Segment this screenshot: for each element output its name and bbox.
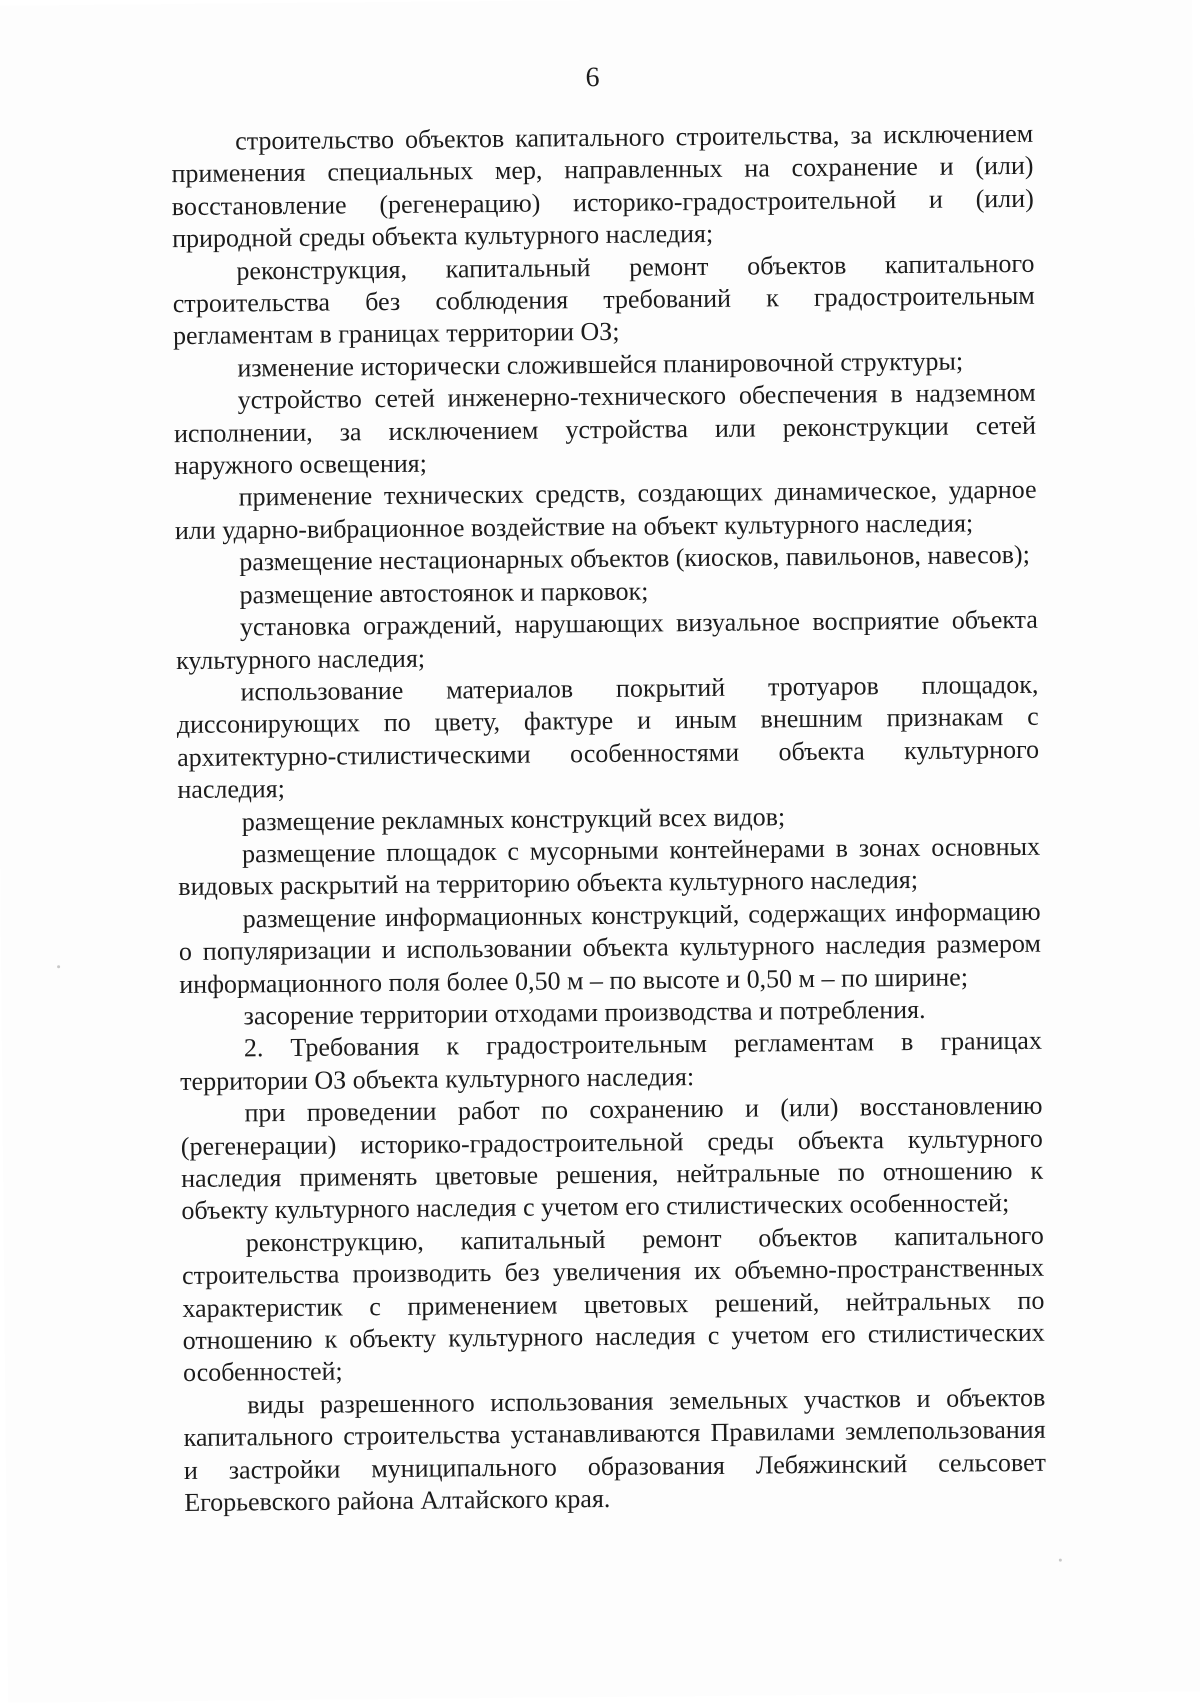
paragraph: строительство объектов капитального строительства, за исключением применения специальных мер, направленных на сохранение и (или) восстановление (регенерацию) историко-градостроительной и (или) природной среды объекта культурного наследия; [171,118,1034,254]
scan-speck [1059,1559,1062,1562]
document-body [171,118,1046,1520]
paragraph: применение технических средств, создающих динамическое, ударное или ударно-вибрационное воздействие на объект культурного наследия; [174,475,1037,545]
scan-speck [57,965,60,968]
paragraph: засорение территории отходами производства и потребления. [243,994,926,1031]
paragraph: виды разрешенного использования земельных участков и объектов капитального строительства устанавливаются Правилами землепользования и застройки муниципального образования Лебяжинский сельсовет Егорьевского района Алтайского края. [183,1382,1047,1518]
paragraph: размещение автостоянок и парковок; [239,576,649,610]
paragraph: размещение нестационарных объектов (киосков, павильонов, навесов); [239,540,1030,577]
paragraph: устройство сетей инженерно-технического обеспечения в надземном исполнении, за исключением устройства или реконструкции сетей наружного освещения; [173,378,1037,481]
paragraph: реконструкцию, капитальный ремонт объектов капитального строительства производить без увеличения их объемно-пространственных характеристик с применением цветовых решений, нейтральных по отношению к объекту культурного наследия с учетом его стилистических особенностей; [181,1220,1045,1388]
paragraph: использование материалов покрытий тротуаров площадок, диссонирующих по цвету, фактуре и иным внешним признакам с архитектурно-стилистическими особенностями объекта культурного наследия; [176,669,1040,805]
paragraph: установка ограждений, нарушающих визуальное восприятие объекта культурного наследия; [176,604,1038,675]
paragraph: 2. Требования к градостроительным регламентам в границах территории ОЗ объекта культурного наследия: [180,1026,1043,1096]
page-number: 6 [585,61,600,94]
paragraph: размещение информационных конструкций, содержащих информацию о популяризации и использовании объекта культурного наследия размером информационного поля более 0,50 м – по высоте и 0,50 м – по ширине; [178,896,1042,999]
paragraph: размещение площадок с мусорными контейнерами в зонах основных видовых раскрытий на территорию объекта культурного наследия; [178,831,1041,902]
paragraph: размещение рекламных конструкций всех видов; [241,801,786,836]
paragraph: при проведении работ по сохранению и (или) восстановлению (регенерации) историко-градостроительной среды объекта культурного наследия применять цветовые решения, нейтральные по отношению к объекту культурного наследия с учетом его стилистических особенностей; [180,1090,1044,1226]
paragraph: изменение исторически сложившейся планировочной структуры; [237,346,964,383]
paragraph: реконструкция, капитальный ремонт объектов капитального строительства без соблюдения требований к градостроительным регламентам в границах территории ОЗ; [172,248,1035,351]
